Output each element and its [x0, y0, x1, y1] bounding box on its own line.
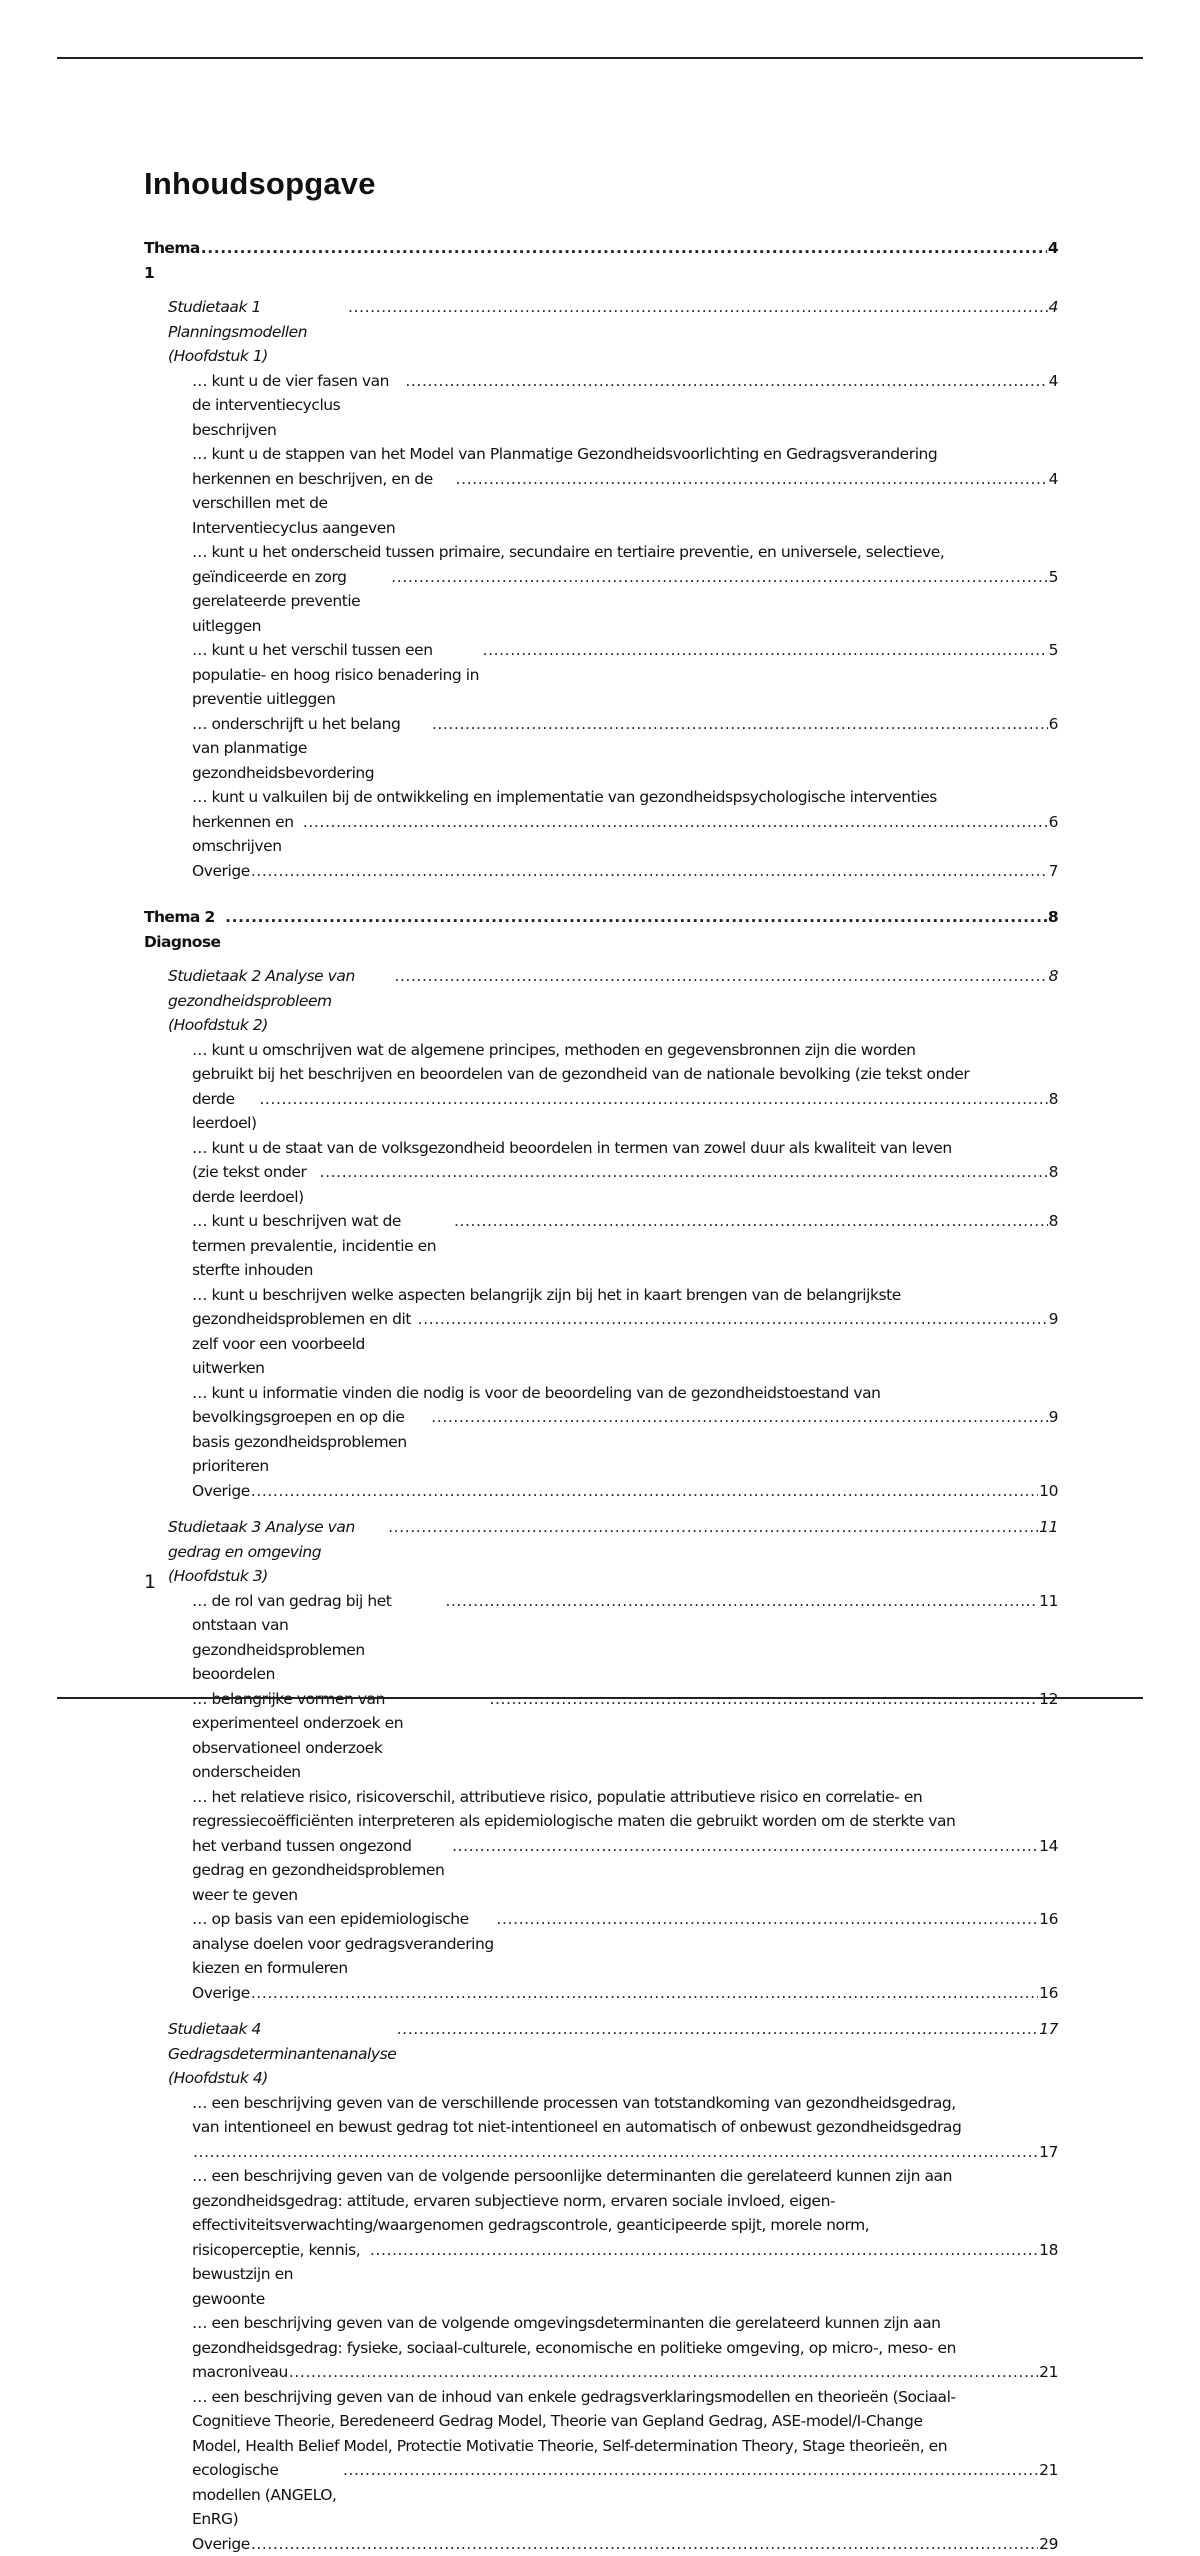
toc-entry-line: Studietaak 1 Planningsmodellen (Hoofdstuk 1)	[168, 295, 348, 369]
toc-study-entry[interactable]	[144, 1515, 1058, 1589]
toc-entry-line: … kunt u beschrijven welke aspecten belangrijk zijn bij het in kaart brengen van de belangrijkste	[192, 1283, 1058, 1308]
dot-leader	[251, 1981, 1038, 2006]
toc-entry-line: geïndiceerde en zorg gerelateerde preventie uitleggen	[192, 565, 390, 639]
toc-entry-line: … een beschrijving geven van de inhoud van enkele gedragsverklaringsmodellen en theorieën (Sociaal-	[192, 2385, 1058, 2410]
toc-study-section	[144, 1515, 1058, 2005]
toc-item-entry[interactable]	[144, 2532, 1058, 2556]
table-of-contents	[144, 236, 1058, 2556]
dot-leader	[201, 236, 1047, 261]
dot-leader	[251, 2532, 1038, 2556]
toc-page-number: 4	[1048, 236, 1058, 261]
toc-page-number: 5	[1049, 638, 1058, 663]
toc-entry-line: … belangrijke vormen van experimenteel onderzoek en observationeel onderzoek onderscheiden	[192, 1687, 488, 1785]
toc-entry-line: … een beschrijving geven van de volgende persoonlijke determinanten die gerelateerd kunnen zijn aan	[192, 2164, 1058, 2189]
toc-item-entry[interactable]	[144, 1479, 1058, 1504]
toc-page-number: 11	[1039, 1589, 1058, 1614]
toc-entry-line: … een beschrijving geven van de verschillende processen van totstandkoming van gezondheidsgedrag,	[192, 2091, 1058, 2116]
toc-entry-line: herkennen en omschrijven	[192, 810, 302, 859]
dot-leader	[343, 2458, 1038, 2483]
toc-item-entry[interactable]	[144, 1038, 1058, 1136]
toc-item-entry[interactable]	[144, 712, 1058, 786]
toc-item-entry[interactable]	[144, 1283, 1058, 1381]
toc-entry-line: … kunt u het onderscheid tussen primaire, secundaire en tertiaire preventie, en universele, selectieve,	[192, 540, 1058, 565]
dot-leader	[483, 638, 1048, 663]
toc-entry-line: gezondheidsproblemen en dit zelf voor een voorbeeld uitwerken	[192, 1307, 417, 1381]
toc-item-entry[interactable]	[144, 1136, 1058, 1210]
toc-entry-line: … op basis van een epidemiologische analyse doelen voor gedragsverandering kiezen en formuleren	[192, 1907, 495, 1981]
toc-page-number: 21	[1039, 2360, 1058, 2385]
dot-leader	[405, 369, 1047, 394]
toc-entry-line: ecologische modellen (ANGELO, EnRG)	[192, 2458, 342, 2532]
toc-entry-line: derde leerdoel)	[192, 1087, 258, 1136]
toc-item-entry[interactable]	[144, 2311, 1058, 2385]
toc-study-section	[144, 2017, 1058, 2556]
toc-page-number: 9	[1049, 1405, 1058, 1430]
toc-page-number: 16	[1039, 1981, 1058, 2006]
toc-entry-line: … onderschrijft u het belang van planmatige gezondheidsbevordering	[192, 712, 431, 786]
toc-entry-line: gezondheidsgedrag: attitude, ervaren subjectieve norm, ervaren sociale invloed, eigen-	[192, 2189, 1058, 2214]
toc-item-entry[interactable]	[144, 1687, 1058, 1785]
toc-entry-line: gezondheidsgedrag: fysieke, sociaal-culturele, economische en politieke omgeving, op micro-, meso- en	[192, 2336, 1058, 2361]
dot-leader	[391, 565, 1047, 590]
dot-leader	[259, 1087, 1047, 1112]
dot-leader	[432, 712, 1048, 737]
toc-item-entry[interactable]	[144, 2385, 1058, 2532]
toc-entry-line: Overige	[192, 859, 250, 884]
dot-leader	[289, 2360, 1038, 2385]
toc-item-entry[interactable]	[144, 1785, 1058, 1908]
toc-page-number: 5	[1049, 565, 1058, 590]
dot-leader	[370, 2238, 1038, 2263]
toc-entry-line: macroniveau	[192, 2360, 288, 2385]
dot-leader	[445, 1589, 1038, 1614]
toc-entry-line: … het relatieve risico, risicoverschil, attributieve risico, populatie attributieve risico en correlatie- en	[192, 1785, 1058, 1810]
toc-item-entry[interactable]	[144, 1589, 1058, 1687]
toc-study-section	[144, 295, 1058, 883]
toc-entry-line: Thema 1	[144, 236, 200, 285]
toc-item-entry[interactable]	[144, 1907, 1058, 1981]
toc-entry-line: herkennen en beschrijven, en de verschillen met de Interventiecyclus aangeven	[192, 467, 455, 541]
dot-leader	[225, 905, 1047, 930]
toc-entry-line: … kunt u de staat van de volksgezondheid beoordelen in termen van zowel duur als kwaliteit van leven	[192, 1136, 1058, 1161]
toc-study-entry[interactable]	[144, 295, 1058, 369]
toc-entry-line: effectiviteitsverwachting/waargenomen gedragscontrole, geanticipeerde spijt, morele norm,	[192, 2213, 1058, 2238]
dot-leader	[193, 2140, 1038, 2165]
toc-entry-line: van intentioneel en bewust gedrag tot niet-intentioneel en automatisch of onbewust gezondheidsgedrag	[192, 2115, 1058, 2140]
toc-theme-section	[144, 905, 1058, 2556]
toc-theme-entry[interactable]	[144, 905, 1058, 954]
toc-page-number: 10	[1039, 1479, 1058, 1504]
dot-leader	[452, 1834, 1038, 1859]
dot-leader	[431, 1405, 1047, 1430]
page-title: Inhoudsopgave	[144, 166, 1058, 202]
dot-leader	[303, 810, 1048, 835]
toc-page-number: 8	[1049, 1087, 1058, 1112]
toc-entry-line: … kunt u omschrijven wat de algemene principes, methoden en gegevensbronnen zijn die worden	[192, 1038, 1058, 1063]
toc-entry-line: … kunt u de stappen van het Model van Planmatige Gezondheidsvoorlichting en Gedragsverandering	[192, 442, 1058, 467]
toc-item-entry[interactable]	[144, 638, 1058, 712]
toc-study-entry[interactable]	[144, 2017, 1058, 2091]
toc-page-number: 4	[1049, 369, 1058, 394]
toc-study-entry[interactable]	[144, 964, 1058, 1038]
toc-page-number: 17	[1039, 2140, 1058, 2165]
toc-page-number: 18	[1039, 2238, 1058, 2263]
toc-entry-line: bevolkingsgroepen en op die basis gezondheidsproblemen prioriteren	[192, 1405, 430, 1479]
toc-entry-line: … kunt u informatie vinden die nodig is voor de beoordeling van de gezondheidstoestand van	[192, 1381, 1058, 1406]
header-rule	[57, 57, 1143, 59]
toc-page-number: 7	[1049, 859, 1058, 884]
toc-entry-line: regressiecoëfficiënten interpreteren als epidemiologische maten die gebruikt worden om de sterkte van	[192, 1809, 1058, 1834]
toc-page-number: 8	[1049, 1160, 1058, 1185]
toc-page-number: 4	[1049, 295, 1058, 320]
toc-page-number: 29	[1039, 2532, 1058, 2556]
toc-entry-line: risicoperceptie, kennis, bewustzijn en gewoonte	[192, 2238, 369, 2312]
dot-leader	[418, 1307, 1048, 1332]
toc-entry-line: … kunt u valkuilen bij de ontwikkeling en implementatie van gezondheidspsychologische interventies	[192, 785, 1058, 810]
toc-entry-line: Studietaak 3 Analyse van gedrag en omgeving (Hoofdstuk 3)	[168, 1515, 388, 1589]
toc-entry-line: Model, Health Belief Model, Protectie Motivatie Theorie, Self-determination Theory, Stage theorieën, en	[192, 2434, 1058, 2459]
dot-leader	[320, 1160, 1048, 1185]
toc-page-number: 21	[1039, 2458, 1058, 2483]
toc-entry-line: Overige	[192, 2532, 250, 2556]
toc-item-entry[interactable]	[144, 369, 1058, 443]
toc-entry-line: Studietaak 2 Analyse van gezondheidsprobleem (Hoofdstuk 2)	[168, 964, 394, 1038]
toc-entry-line: (zie tekst onder derde leerdoel)	[192, 1160, 319, 1209]
toc-entry-line: Thema 2 Diagnose	[144, 905, 224, 954]
toc-page-number: 6	[1049, 712, 1058, 737]
dot-leader	[454, 1209, 1048, 1234]
toc-page-number: 8	[1049, 964, 1058, 989]
toc-study-section	[144, 964, 1058, 1503]
toc-entry-line: … kunt u het verschil tussen een populatie- en hoog risico benadering in preventie uitleggen	[192, 638, 482, 712]
dot-leader	[397, 2017, 1038, 2042]
toc-item-entry[interactable]	[144, 442, 1058, 540]
dot-leader	[389, 1515, 1038, 1540]
toc-entry-line: Overige	[192, 1981, 250, 2006]
dot-leader	[456, 467, 1048, 492]
toc-entry-line: Overige	[192, 1479, 250, 1504]
toc-page-number: 6	[1049, 810, 1058, 835]
toc-item-entry[interactable]	[144, 1381, 1058, 1479]
toc-entry-line: … kunt u beschrijven wat de termen prevalentie, incidentie en sterfte inhouden	[192, 1209, 453, 1283]
toc-item-entry[interactable]	[144, 1981, 1058, 2006]
toc-item-entry[interactable]	[144, 1209, 1058, 1283]
toc-page-number: 16	[1039, 1907, 1058, 1932]
toc-theme-entry[interactable]	[144, 236, 1058, 285]
toc-entry-line: het verband tussen ongezond gedrag en gezondheidsproblemen weer te geven	[192, 1834, 451, 1908]
toc-theme-section	[144, 236, 1058, 883]
document-page	[144, 166, 1058, 2556]
toc-entry-line: … een beschrijving geven van de volgende omgevingsdeterminanten die gerelateerd kunnen zijn aan	[192, 2311, 1058, 2336]
toc-item-entry[interactable]	[144, 2164, 1058, 2311]
toc-item-entry[interactable]	[144, 540, 1058, 638]
dot-leader	[349, 295, 1048, 320]
dot-leader	[395, 964, 1048, 989]
toc-page-number: 11	[1039, 1515, 1058, 1540]
toc-page-number: 8	[1049, 1209, 1058, 1234]
toc-entry-line: … kunt u de vier fasen van de interventiecyclus beschrijven	[192, 369, 404, 443]
toc-entry-line: Studietaak 4 Gedragsdeterminantenanalyse (Hoofdstuk 4)	[168, 2017, 396, 2091]
toc-item-entry[interactable]	[144, 2091, 1058, 2165]
toc-item-entry[interactable]	[144, 859, 1058, 884]
toc-page-number: 8	[1048, 905, 1058, 930]
page-number: 1	[144, 1571, 156, 1593]
toc-page-number: 14	[1039, 1834, 1058, 1859]
toc-entry-line: gebruikt bij het beschrijven en beoordelen van de gezondheid van de nationale bevolking (zie tekst onder	[192, 1062, 1058, 1087]
toc-page-number: 4	[1049, 467, 1058, 492]
toc-entry-line: … de rol van gedrag bij het ontstaan van gezondheidsproblemen beoordelen	[192, 1589, 444, 1687]
footer-rule	[57, 1697, 1143, 1699]
dot-leader	[251, 1479, 1038, 1504]
toc-item-entry[interactable]	[144, 785, 1058, 859]
toc-entry-line: Cognitieve Theorie, Beredeneerd Gedrag Model, Theorie van Gepland Gedrag, ASE-model/I-Change	[192, 2409, 1058, 2434]
toc-page-number: 9	[1049, 1307, 1058, 1332]
toc-page-number: 17	[1039, 2017, 1058, 2042]
dot-leader	[251, 859, 1048, 884]
dot-leader	[496, 1907, 1038, 1932]
toc-page-number: 12	[1039, 1687, 1058, 1712]
